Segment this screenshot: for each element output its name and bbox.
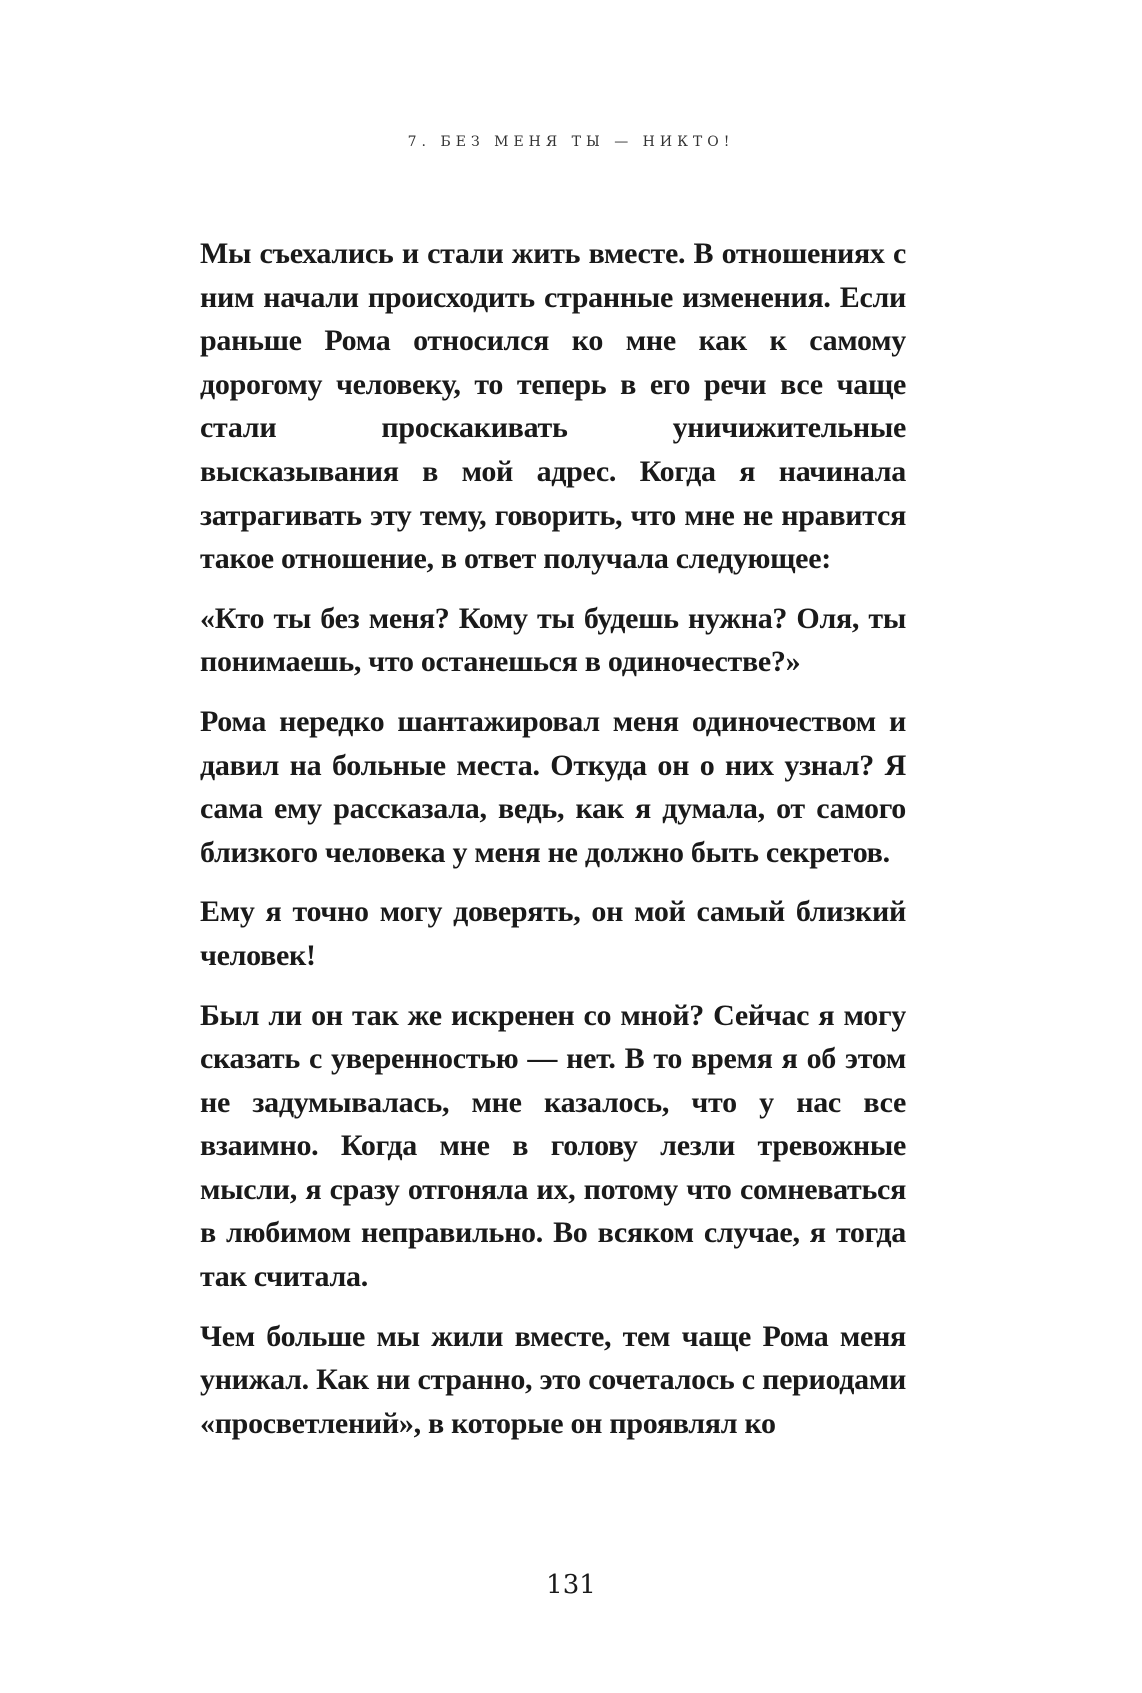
paragraph-quote: «Кто ты без меня? Кому ты будешь нужна? Оля, ты понимаешь, что останешься в одиночестве?» <box>200 601 906 679</box>
running-header: 7. БЕЗ МЕНЯ ТЫ — НИКТО! <box>407 134 735 150</box>
paragraph: Был ли он так же искренен со мной? Сейчас я могу сказать с уверенностью — нет. В то время я об этом не задумывалась, мне казалось, что у нас все взаимно. Когда мне в голову лезли тревожные мысли, я сразу отгоняла их, потому что сомневаться в любимом неправильно. Во всяком случае, я тогда так считала. <box>200 998 906 1294</box>
body-text <box>200 232 906 1461</box>
paragraph: Чем больше мы жили вместе, тем чаще Рома меня унижал. Как ни странно, это сочеталось с периодами «просветлений», в которые он проявлял ко <box>200 1319 906 1440</box>
page-number: 131 <box>546 1570 596 1600</box>
paragraph: Мы съехались и стали жить вместе. В отношениях с ним начали происходить странные изменения. Если раньше Рома относился ко мне как к самому дорогому человеку, то теперь в его речи все чаще стали проскакивать уничижительные высказывания в мой адрес. Когда я начинала затрагивать эту тему, говорить, что мне не нравится такое отношение, в ответ получала следующее: <box>200 237 906 576</box>
paragraph: Рома нередко шантажировал меня одиночеством и давил на больные места. Откуда он о них узнал? Я сама ему рассказала, ведь, как я думала, от самого близкого человека у меня не должно быть секретов. <box>200 704 906 869</box>
paragraph: Ему я точно могу доверять, он мой самый близкий человек! <box>200 895 906 972</box>
